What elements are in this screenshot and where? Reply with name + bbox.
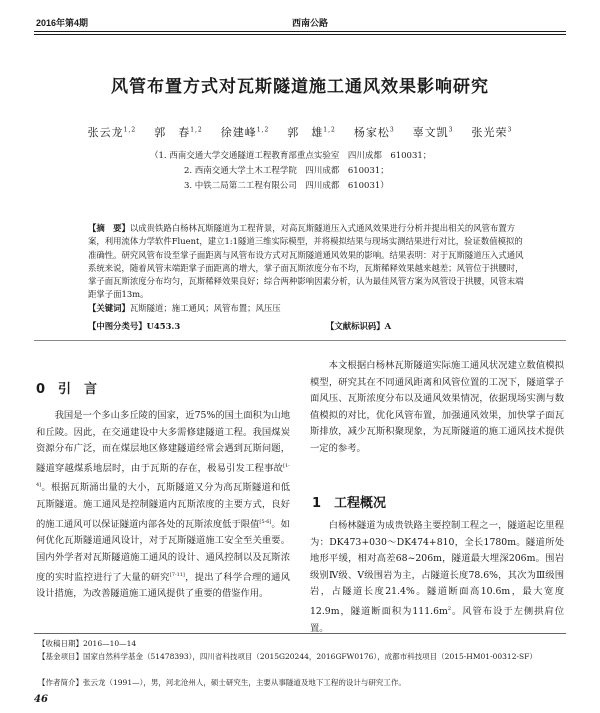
issue-label: 2016年第4期 — [36, 18, 89, 28]
header-rule — [34, 31, 566, 32]
footnote-received: 【收稿日期】2016—10—14 — [38, 639, 137, 648]
intro-continuation: 本文根据白杨林瓦斯隧道实际施工通风状况建立数值模拟模型，研究其在不同通风距离和风管位置的工况下，隧道掌子面风压、瓦斯浓度分布以及通风效果情况，依据现场实测与数值模拟的对比，优化风管布置，加强通风效果，加快掌子面瓦斯排放，减少瓦斯积聚现象，为瓦斯隧道的施工通风技术提供一定的参考。 — [310, 360, 564, 454]
abstract-label: 【摘 要】 — [88, 223, 130, 233]
clc-number: 【中图分类号】U453.3 — [88, 321, 181, 331]
affiliation-2: 2. 西南交通大学土木工程学院 四川成都 610031； — [184, 166, 389, 176]
keywords — [88, 302, 281, 314]
abstract-text: 以成贵铁路白杨林瓦斯隧道为工程背景，对高瓦斯隧道压入式通风效果进行分析并提出相关的风管布置方案，利用流体力学软件Fluent，建立1:1隧道三维实际模型，并将模拟结果与现场实测结果进行对比，验证数值模拟的准确性。研究风管布设至掌子面距离与风管布设方式对瓦斯隧道通风效果的影响。结果表明：对于瓦斯隧道压入式通风系统来说，随着风管末端距掌子面距离的增大，掌子面瓦斯浓度分布不均，瓦斯稀释效果越来越差；风管位于拱腰时，掌子面瓦斯浓度分布均匀，瓦斯稀释效果良好；综合两种影响因素分析，认为最佳风管方案为风管设于拱腰，风管末端距掌子面13m。 — [88, 223, 524, 300]
section-overview-body: 白杨林隧道为成贵铁路主要控制工程之一，隧道起讫里程为：DK473+030～DK474+810，全长1780m。隧道所处地形平缓，相对高差68~206m，隧道最大埋深206m。围岩级别Ⅳ级、Ⅴ级围岩为主，占隧道长度78.6%，其次为Ⅲ级围岩，占隧道长度21.4%。隧道断面高10.6m，最大宽度12.9m，隧道断面积为$111.6m^2$。风管布设于左侧拱肩位置。 — [310, 520, 564, 634]
journal-name: 西南公路 — [292, 18, 329, 28]
page-number: 46 — [34, 694, 48, 705]
author: 徐建峰$^{1,2}$ — [220, 126, 270, 139]
author: 张云龙$^{1,2}$ — [87, 126, 137, 139]
section-overview-heading: 1 工程概况 — [312, 496, 387, 511]
footnote-rule — [34, 633, 566, 634]
author: 郭 雄$^{1,2}$ — [287, 126, 336, 139]
abstract-rule — [34, 340, 566, 341]
keywords-text: 瓦斯隧道；施工通风；风管布置；风压压 — [129, 303, 281, 313]
abstract — [88, 222, 524, 302]
header-rule-2 — [34, 34, 566, 35]
paper-title: 风管布置方式对瓦斯隧道施工通风效果影响研究 — [111, 77, 489, 97]
section-intro-heading: 0 引 言 — [36, 382, 98, 397]
footnote-funding: 【基金项目】国家自然科学基金（51478393），四川省科技项目（2015G20244，2016GFW0176），成都市科技项目（2015-HM01-00312-SF） — [38, 652, 537, 661]
author: 张光荣$^3$ — [471, 126, 513, 139]
author: 杨家松$^3$ — [353, 126, 395, 139]
author: 郭 春$^{1,2}$ — [154, 126, 203, 139]
footnote-author: 【作者简介】张云龙（1991—），男，河北沧州人，硕士研究生，主要从事隧道及地下工程的设计与研究工作。 — [38, 678, 406, 687]
author: 辜文凯$^3$ — [412, 126, 454, 139]
affiliation-1: （1. 西南交通大学交通隧道工程教育部重点实验室 四川成都 610031； — [150, 151, 432, 161]
document-code: 【文献标识码】A — [326, 321, 392, 331]
author-list — [0, 124, 600, 140]
section-intro-body: 我国是一个多山多丘陵的国家，近75%的国土面积为山地和丘陵。因此，在交通建设中大多需修建隧道工程。我国煤炭资源分布广泛，而在煤层地区修建隧道经常会遇到瓦斯问题，隧道穿越煤系地层时，由于瓦斯的存在，极易引发工程事故[1-4]。根据瓦斯涌出量的大小，瓦斯隧道又分为高瓦斯隧道和低瓦斯隧道。施工通风是控制隧道内瓦斯浓度的主要方式，良好的施工通风可以保证隧道内部各处的瓦斯浓度低于限值[5-6]。如何优化瓦斯隧道通风设计，对于瓦斯隧道施工安全至关重要。国内外学者对瓦斯隧道施工通风的设计、通风控制以及瓦斯浓度的实时监控进行了大量的研究[7-11]，提出了科学合理的通风设计措施，为改善隧道施工通风提供了重要的借鉴作用。 — [36, 410, 290, 600]
affiliation-3: 3. 中铁二局第二工程有限公司 四川成都 610031） — [184, 181, 389, 191]
keywords-label: 【关键词】 — [88, 303, 130, 313]
